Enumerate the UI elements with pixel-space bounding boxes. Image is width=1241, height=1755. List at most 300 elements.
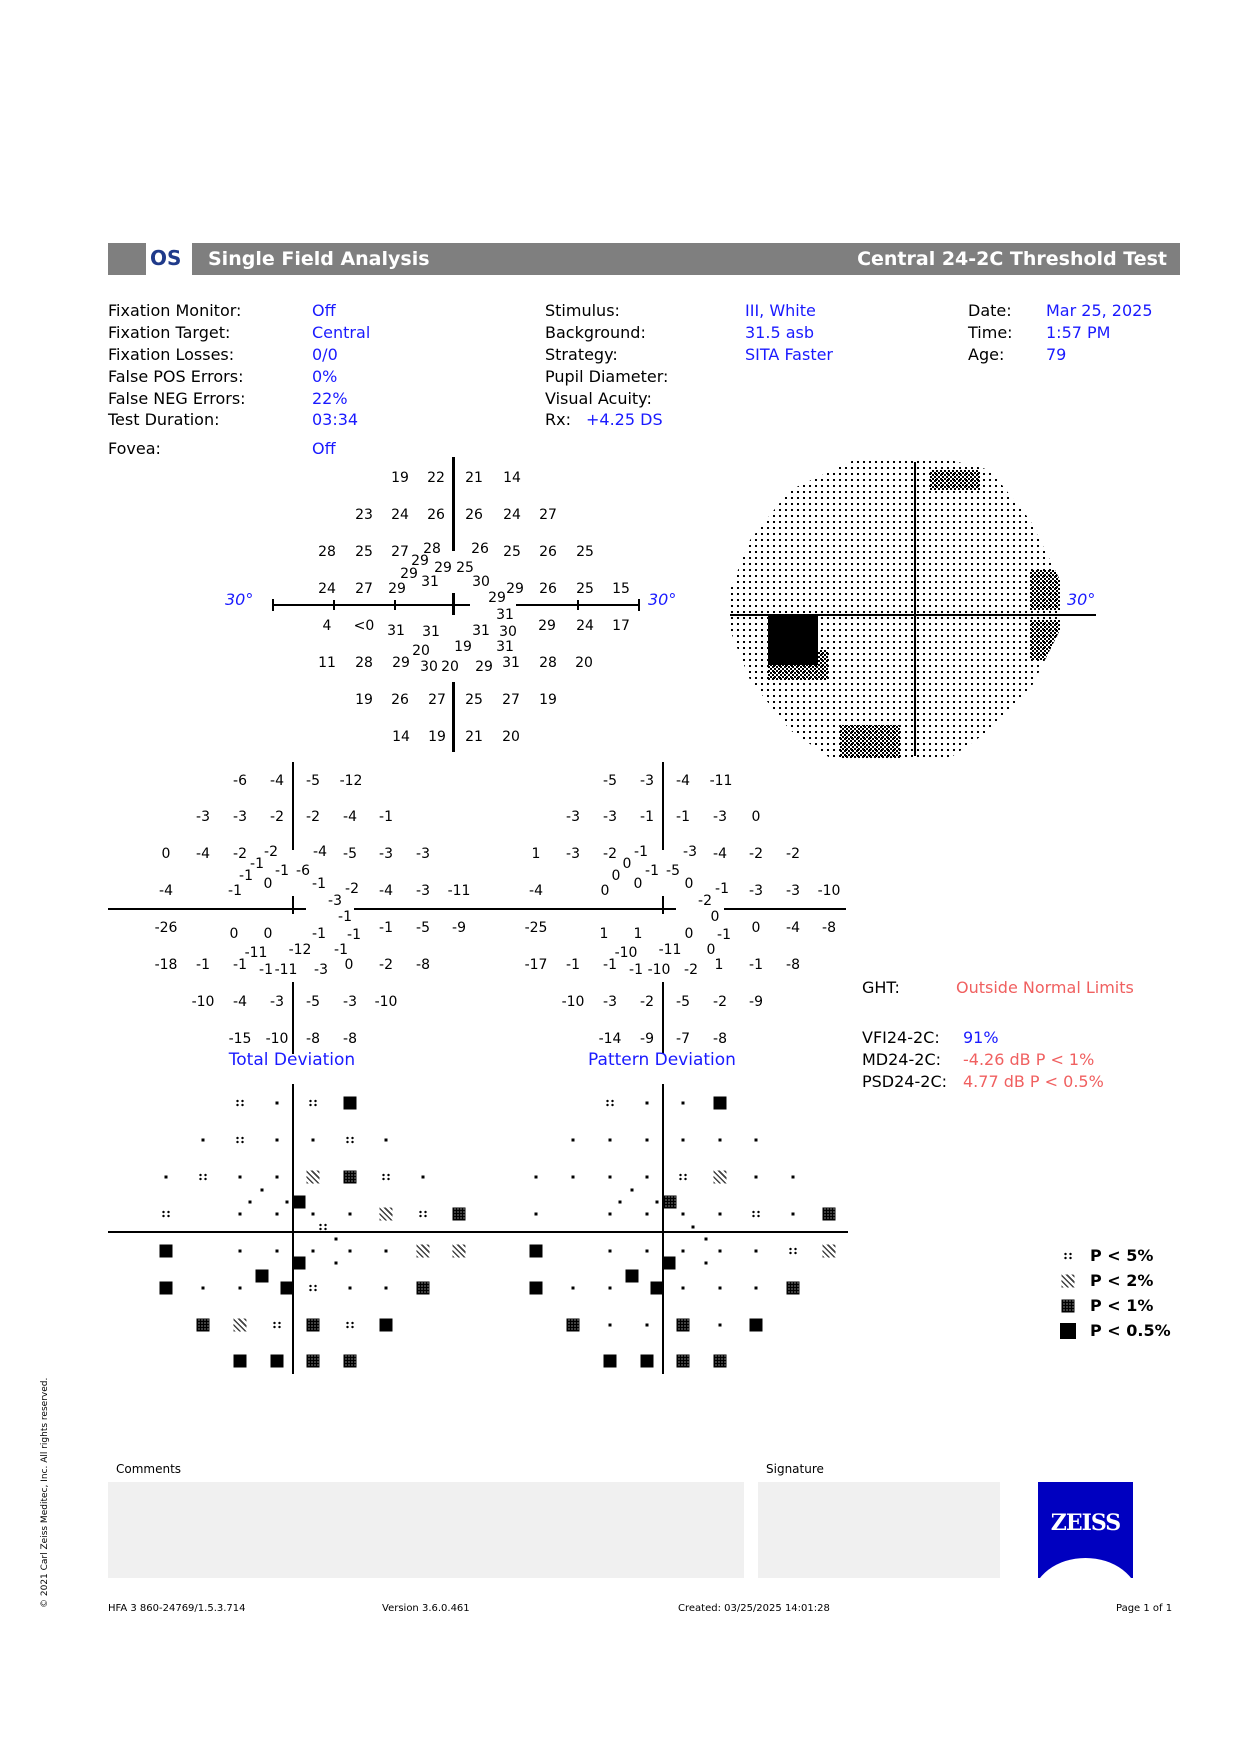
dot-symbol-icon bbox=[249, 1201, 252, 1204]
pattern-deviation-value: 0 bbox=[622, 856, 632, 872]
dot-symbol-icon bbox=[261, 1189, 264, 1192]
p2-symbol-icon bbox=[453, 1245, 466, 1258]
total-deviation-value: -3 bbox=[233, 809, 247, 825]
dot-symbol-icon bbox=[609, 1287, 612, 1290]
pattern-deviation-value: -3 bbox=[683, 844, 697, 860]
pattern-deviation-value: 1 bbox=[599, 926, 609, 942]
total-deviation-value: 0 bbox=[263, 926, 273, 942]
pdp-horizontal-axis bbox=[478, 1231, 848, 1233]
total-deviation-value: -1 bbox=[338, 909, 352, 925]
total-deviation-value: -15 bbox=[228, 1031, 252, 1047]
dot-symbol-icon bbox=[572, 1287, 575, 1290]
threshold-value: 29 bbox=[475, 659, 493, 675]
axis-label-right: 30° bbox=[648, 590, 677, 609]
p2-symbol-icon bbox=[380, 1208, 393, 1221]
pattern-deviation-value: -1 bbox=[749, 957, 763, 973]
p5-symbol-icon bbox=[1060, 1248, 1076, 1264]
p5-symbol-icon bbox=[308, 1099, 318, 1107]
dot-symbol-icon bbox=[682, 1102, 685, 1105]
pattern-deviation-value: -10 bbox=[614, 945, 638, 961]
legend-label: P < 0.5% bbox=[1090, 1321, 1171, 1340]
p1-symbol-icon bbox=[823, 1208, 836, 1221]
total-deviation-value: -2 bbox=[379, 957, 393, 973]
threshold-value: 26 bbox=[539, 581, 557, 597]
total-deviation-value: -10 bbox=[265, 1031, 289, 1047]
pd-vertical-axis-top bbox=[662, 762, 664, 850]
signature-box[interactable] bbox=[758, 1482, 1000, 1578]
dot-symbol-icon bbox=[165, 1176, 168, 1179]
fovea-label: Fovea: bbox=[108, 439, 161, 458]
dot-symbol-icon bbox=[609, 1176, 612, 1179]
threshold-value: 24 bbox=[503, 507, 521, 523]
axis-tick bbox=[394, 600, 396, 610]
total-deviation-value: -1 bbox=[233, 957, 247, 973]
total-deviation-value: 0 bbox=[263, 876, 273, 892]
pattern-deviation-value: -1 bbox=[640, 809, 654, 825]
threshold-value: 19 bbox=[391, 470, 409, 486]
total-deviation-value: -1 bbox=[239, 868, 253, 884]
threshold-value: 24 bbox=[391, 507, 409, 523]
threshold-value: <0 bbox=[353, 618, 375, 634]
p5-symbol-icon bbox=[345, 1321, 355, 1329]
dot-symbol-icon bbox=[682, 1213, 685, 1216]
p05-symbol-icon bbox=[271, 1355, 284, 1368]
p05-symbol-icon bbox=[293, 1257, 306, 1270]
total-deviation-value: -3 bbox=[328, 893, 342, 909]
pattern-deviation-value: -8 bbox=[786, 957, 800, 973]
p2-symbol-icon bbox=[1060, 1273, 1076, 1289]
axis-tick bbox=[577, 600, 579, 610]
dot-symbol-icon bbox=[239, 1287, 242, 1290]
p05-symbol-icon bbox=[530, 1282, 543, 1295]
total-deviation-value: -3 bbox=[416, 846, 430, 862]
dot-symbol-icon bbox=[422, 1176, 425, 1179]
p05-symbol-icon bbox=[380, 1319, 393, 1332]
p5-symbol-icon bbox=[788, 1247, 798, 1255]
threshold-value: 29 bbox=[538, 618, 556, 634]
threshold-value: 25 bbox=[456, 560, 474, 576]
software-version: Version 3.6.0.461 bbox=[382, 1603, 470, 1614]
p05-symbol-icon bbox=[714, 1097, 727, 1110]
rx-label: Rx: bbox=[545, 410, 571, 429]
p05-symbol-icon bbox=[604, 1355, 617, 1368]
threshold-value: 14 bbox=[392, 729, 410, 745]
pattern-deviation-value: -7 bbox=[676, 1031, 690, 1047]
grayscale-map bbox=[730, 460, 1096, 758]
pattern-deviation-value: -4 bbox=[529, 883, 543, 899]
dot-symbol-icon bbox=[276, 1176, 279, 1179]
total-deviation-value: -5 bbox=[416, 920, 430, 936]
dot-symbol-icon bbox=[572, 1176, 575, 1179]
pattern-deviation-title: Pattern Deviation bbox=[588, 1050, 736, 1070]
axis-tick bbox=[333, 600, 335, 610]
p5-symbol-icon bbox=[161, 1210, 171, 1218]
p1-symbol-icon bbox=[714, 1355, 727, 1368]
dot-symbol-icon bbox=[335, 1238, 338, 1241]
p05-symbol-icon bbox=[651, 1282, 664, 1295]
total-deviation-value: -1 bbox=[312, 926, 326, 942]
pattern-deviation-value: -2 bbox=[786, 846, 800, 862]
legend-item-p5 bbox=[1060, 1246, 1153, 1265]
total-deviation-value: -1 bbox=[379, 809, 393, 825]
total-deviation-value: -9 bbox=[452, 920, 466, 936]
p05-symbol-icon bbox=[281, 1282, 294, 1295]
p5-symbol-icon bbox=[381, 1173, 391, 1181]
pattern-deviation-value: -10 bbox=[647, 962, 671, 978]
pd-center-tick bbox=[662, 896, 664, 914]
pattern-deviation-value: 0 bbox=[684, 876, 694, 892]
legend-item-p1 bbox=[1060, 1296, 1153, 1315]
pattern-deviation-value: -2 bbox=[698, 893, 712, 909]
dot-symbol-icon bbox=[719, 1324, 722, 1327]
total-deviation-value: -4 bbox=[270, 773, 284, 789]
pd-horizontal-axis-left bbox=[478, 908, 676, 910]
pattern-deviation-value: -1 bbox=[717, 927, 731, 943]
threshold-value: 25 bbox=[355, 544, 373, 560]
total-deviation-value: -8 bbox=[416, 957, 430, 973]
threshold-value: 27 bbox=[391, 544, 409, 560]
pattern-deviation-value: -2 bbox=[713, 994, 727, 1010]
pattern-deviation-value: -4 bbox=[786, 920, 800, 936]
threshold-value: 17 bbox=[612, 618, 630, 634]
dot-symbol-icon bbox=[646, 1324, 649, 1327]
p05-symbol-icon bbox=[626, 1270, 639, 1283]
threshold-value: 26 bbox=[465, 507, 483, 523]
strategy-label: Strategy: bbox=[545, 345, 618, 364]
threshold-vertical-axis-bottom bbox=[452, 682, 455, 752]
pattern-deviation-value: -25 bbox=[524, 920, 548, 936]
dot-symbol-icon bbox=[312, 1250, 315, 1253]
threshold-value: 19 bbox=[428, 729, 446, 745]
pattern-deviation-value: -1 bbox=[634, 844, 648, 860]
p05-symbol-icon bbox=[160, 1245, 173, 1258]
total-deviation-value: -4 bbox=[313, 844, 327, 860]
zeiss-logo-arc bbox=[1038, 1558, 1133, 1578]
total-deviation-value: -1 bbox=[312, 876, 326, 892]
threshold-value: 15 bbox=[612, 581, 630, 597]
dot-symbol-icon bbox=[335, 1262, 338, 1265]
dot-symbol-icon bbox=[792, 1213, 795, 1216]
signature-label: Signature bbox=[766, 1462, 824, 1476]
td-center-tick bbox=[292, 896, 294, 914]
total-deviation-value: -12 bbox=[288, 942, 312, 958]
threshold-value: 20 bbox=[502, 729, 520, 745]
background-value: 31.5 asb bbox=[745, 323, 815, 342]
pattern-deviation-value: 1 bbox=[633, 926, 643, 942]
threshold-value: 29 bbox=[506, 581, 524, 597]
p5-symbol-icon bbox=[235, 1136, 245, 1144]
comments-box[interactable] bbox=[108, 1482, 744, 1578]
dot-symbol-icon bbox=[656, 1201, 659, 1204]
p05-symbol-icon bbox=[750, 1319, 763, 1332]
dot-symbol-icon bbox=[312, 1213, 315, 1216]
dot-symbol-icon bbox=[385, 1250, 388, 1253]
threshold-value: 29 bbox=[388, 581, 406, 597]
total-deviation-value: -1 bbox=[250, 856, 264, 872]
time-label: Time: bbox=[968, 323, 1013, 342]
pattern-deviation-value: -1 bbox=[629, 962, 643, 978]
total-deviation-value: -3 bbox=[343, 994, 357, 1010]
dot-symbol-icon bbox=[755, 1287, 758, 1290]
dot-symbol-icon bbox=[755, 1139, 758, 1142]
dot-symbol-icon bbox=[276, 1139, 279, 1142]
total-deviation-value: -1 bbox=[347, 927, 361, 943]
p05-symbol-icon bbox=[234, 1355, 247, 1368]
p5-symbol-icon bbox=[751, 1210, 761, 1218]
dot-symbol-icon bbox=[349, 1287, 352, 1290]
pattern-deviation-value: 0 bbox=[600, 883, 610, 899]
total-deviation-value: -11 bbox=[274, 962, 298, 978]
dot-symbol-icon bbox=[719, 1250, 722, 1253]
p5-symbol-icon bbox=[198, 1173, 208, 1181]
background-label: Background: bbox=[545, 323, 646, 342]
pattern-deviation-value: -2 bbox=[640, 994, 654, 1010]
p5-symbol-icon bbox=[308, 1284, 318, 1292]
false-neg-label: False NEG Errors: bbox=[108, 389, 246, 408]
dot-symbol-icon bbox=[755, 1250, 758, 1253]
total-deviation-value: -26 bbox=[154, 920, 178, 936]
total-deviation-value: -10 bbox=[374, 994, 398, 1010]
dot-symbol-icon bbox=[792, 1176, 795, 1179]
total-deviation-value: -1 bbox=[196, 957, 210, 973]
total-deviation-value: -2 bbox=[233, 846, 247, 862]
tdp-horizontal-axis bbox=[108, 1231, 508, 1233]
dot-symbol-icon bbox=[312, 1139, 315, 1142]
total-deviation-value: -1 bbox=[259, 962, 273, 978]
threshold-value: 30 bbox=[420, 659, 438, 675]
threshold-value: 26 bbox=[539, 544, 557, 560]
threshold-value: 27 bbox=[428, 692, 446, 708]
total-deviation-value: -5 bbox=[306, 994, 320, 1010]
pattern-deviation-value: -3 bbox=[603, 994, 617, 1010]
threshold-value: 25 bbox=[503, 544, 521, 560]
dot-symbol-icon bbox=[276, 1250, 279, 1253]
threshold-value: 14 bbox=[503, 470, 521, 486]
dot-symbol-icon bbox=[619, 1201, 622, 1204]
threshold-value: 29 bbox=[434, 560, 452, 576]
vfi-label: VFI24-2C: bbox=[862, 1028, 940, 1047]
threshold-value: 23 bbox=[355, 507, 373, 523]
pattern-deviation-value: -5 bbox=[676, 994, 690, 1010]
pattern-deviation-value: 0 bbox=[751, 809, 761, 825]
td-vertical-axis-bottom bbox=[292, 982, 294, 1054]
pattern-deviation-value: -8 bbox=[713, 1031, 727, 1047]
age-value: 79 bbox=[1046, 345, 1067, 364]
pattern-deviation-value: -10 bbox=[561, 994, 585, 1010]
total-deviation-value: -4 bbox=[379, 883, 393, 899]
threshold-value: 28 bbox=[355, 655, 373, 671]
total-deviation-value: 0 bbox=[229, 926, 239, 942]
pattern-deviation-value: -3 bbox=[566, 809, 580, 825]
pattern-deviation-value: -11 bbox=[658, 942, 682, 958]
threshold-value: 24 bbox=[576, 618, 594, 634]
pupil-diameter-label: Pupil Diameter: bbox=[545, 367, 669, 386]
false-pos-value: 0% bbox=[312, 367, 338, 386]
p05-symbol-icon bbox=[160, 1282, 173, 1295]
pattern-deviation-value: -1 bbox=[566, 957, 580, 973]
dot-symbol-icon bbox=[692, 1226, 695, 1229]
p1-symbol-icon bbox=[677, 1319, 690, 1332]
dot-symbol-icon bbox=[646, 1139, 649, 1142]
age-label: Age: bbox=[968, 345, 1005, 364]
dot-symbol-icon bbox=[755, 1176, 758, 1179]
pattern-deviation-value: 1 bbox=[714, 957, 724, 973]
pattern-deviation-value: -1 bbox=[603, 957, 617, 973]
threshold-value: 25 bbox=[576, 544, 594, 560]
threshold-value: 24 bbox=[318, 581, 336, 597]
pattern-deviation-value: -3 bbox=[713, 809, 727, 825]
p1-symbol-icon bbox=[1060, 1298, 1076, 1314]
dot-symbol-icon bbox=[239, 1250, 242, 1253]
date-value: Mar 25, 2025 bbox=[1046, 301, 1153, 320]
fixation-monitor-value: Off bbox=[312, 301, 336, 320]
axis-label-left: 30° bbox=[225, 590, 254, 609]
created-timestamp: Created: 03/25/2025 14:01:28 bbox=[678, 1603, 830, 1614]
fixation-losses-label: Fixation Losses: bbox=[108, 345, 235, 364]
dot-symbol-icon bbox=[646, 1176, 649, 1179]
fixation-target-label: Fixation Target: bbox=[108, 323, 231, 342]
dot-symbol-icon bbox=[705, 1238, 708, 1241]
p2-symbol-icon bbox=[307, 1171, 320, 1184]
false-pos-label: False POS Errors: bbox=[108, 367, 244, 386]
pd-vertical-axis-bottom bbox=[662, 982, 664, 1054]
total-deviation-value: -2 bbox=[345, 881, 359, 897]
ght-value: Outside Normal Limits bbox=[956, 978, 1134, 997]
zeiss-logo bbox=[1038, 1482, 1133, 1578]
dot-symbol-icon bbox=[631, 1189, 634, 1192]
p2-symbol-icon bbox=[823, 1245, 836, 1258]
pattern-deviation-value: -1 bbox=[715, 881, 729, 897]
p1-symbol-icon bbox=[344, 1355, 357, 1368]
test-name: Central 24-2C Threshold Test bbox=[857, 248, 1167, 270]
dot-symbol-icon bbox=[719, 1213, 722, 1216]
p1-symbol-icon bbox=[307, 1319, 320, 1332]
threshold-value: 28 bbox=[539, 655, 557, 671]
dot-symbol-icon bbox=[239, 1213, 242, 1216]
pattern-deviation-value: -9 bbox=[749, 994, 763, 1010]
stimulus-value: III, White bbox=[745, 301, 816, 320]
pattern-deviation-value: 0 bbox=[710, 909, 720, 925]
total-deviation-value: -5 bbox=[306, 773, 320, 789]
threshold-value: 31 bbox=[496, 639, 514, 655]
pattern-deviation-value: -2 bbox=[603, 846, 617, 862]
pattern-deviation-value: -10 bbox=[817, 883, 841, 899]
threshold-value: 20 bbox=[575, 655, 593, 671]
pattern-deviation-value: -4 bbox=[713, 846, 727, 862]
pattern-deviation-value: 1 bbox=[531, 846, 541, 862]
dot-symbol-icon bbox=[609, 1213, 612, 1216]
pattern-deviation-value: 0 bbox=[751, 920, 761, 936]
copyright-notice: © 2021 Carl Zeiss Meditec, Inc. All rights reserved. bbox=[40, 1377, 50, 1608]
fixation-monitor-label: Fixation Monitor: bbox=[108, 301, 242, 320]
p1-symbol-icon bbox=[787, 1282, 800, 1295]
device-serial: HFA 3 860-24769/1.5.3.714 bbox=[108, 1603, 246, 1614]
pattern-deviation-value: -5 bbox=[666, 863, 680, 879]
test-duration-label: Test Duration: bbox=[108, 410, 220, 429]
threshold-value: 31 bbox=[422, 624, 440, 640]
p5-symbol-icon bbox=[678, 1173, 688, 1181]
total-deviation-value: -2 bbox=[306, 809, 320, 825]
psd-value: 4.77 dB P < 0.5% bbox=[963, 1072, 1104, 1091]
threshold-value: 21 bbox=[465, 729, 483, 745]
dot-symbol-icon bbox=[385, 1287, 388, 1290]
pattern-deviation-value: -17 bbox=[524, 957, 548, 973]
threshold-value: 28 bbox=[423, 541, 441, 557]
dot-symbol-icon bbox=[349, 1250, 352, 1253]
threshold-value: 29 bbox=[400, 566, 418, 582]
threshold-value: 30 bbox=[472, 574, 490, 590]
total-deviation-value: -2 bbox=[264, 844, 278, 860]
dot-symbol-icon bbox=[646, 1102, 649, 1105]
total-deviation-value: -8 bbox=[306, 1031, 320, 1047]
axis-tick bbox=[638, 599, 640, 611]
pattern-deviation-value: -3 bbox=[566, 846, 580, 862]
dot-symbol-icon bbox=[609, 1139, 612, 1142]
threshold-vertical-axis-top bbox=[452, 457, 455, 551]
total-deviation-value: -3 bbox=[379, 846, 393, 862]
pattern-deviation-value: -2 bbox=[684, 962, 698, 978]
p05-symbol-icon bbox=[344, 1097, 357, 1110]
psd-label: PSD24-2C: bbox=[862, 1072, 947, 1091]
p1-symbol-icon bbox=[417, 1282, 430, 1295]
threshold-value: 27 bbox=[355, 581, 373, 597]
total-deviation-value: -4 bbox=[159, 883, 173, 899]
threshold-value: 20 bbox=[441, 659, 459, 675]
total-deviation-value: -4 bbox=[343, 809, 357, 825]
tdp-vertical-axis bbox=[292, 1084, 294, 1374]
total-deviation-title: Total Deviation bbox=[228, 1050, 356, 1070]
eye-label: OS bbox=[150, 246, 182, 270]
total-deviation-value: -3 bbox=[314, 962, 328, 978]
axis-tick bbox=[272, 599, 274, 611]
pattern-deviation-value: 0 bbox=[706, 942, 716, 958]
threshold-value: 19 bbox=[454, 639, 472, 655]
threshold-value: 4 bbox=[322, 618, 332, 634]
legend-item-p05 bbox=[1060, 1321, 1171, 1340]
pattern-deviation-value: -9 bbox=[640, 1031, 654, 1047]
dot-symbol-icon bbox=[276, 1213, 279, 1216]
total-deviation-value: -8 bbox=[343, 1031, 357, 1047]
p2-symbol-icon bbox=[417, 1245, 430, 1258]
p2-symbol-icon bbox=[714, 1171, 727, 1184]
strategy-value: SITA Faster bbox=[745, 345, 834, 364]
p05-symbol-icon bbox=[256, 1270, 269, 1283]
total-deviation-value: -4 bbox=[196, 846, 210, 862]
total-deviation-value: -18 bbox=[154, 957, 178, 973]
pattern-deviation-value: 0 bbox=[633, 876, 643, 892]
pattern-deviation-value: -2 bbox=[749, 846, 763, 862]
dot-symbol-icon bbox=[385, 1139, 388, 1142]
total-deviation-value: -11 bbox=[447, 883, 471, 899]
zeiss-logo-text: ZEISS bbox=[1050, 1510, 1121, 1536]
pattern-deviation-value: 0 bbox=[611, 868, 621, 884]
p1-symbol-icon bbox=[453, 1208, 466, 1221]
total-deviation-value: -3 bbox=[416, 883, 430, 899]
vfi-value: 91% bbox=[963, 1028, 999, 1047]
date-label: Date: bbox=[968, 301, 1012, 320]
pdp-vertical-axis bbox=[662, 1084, 664, 1374]
dot-symbol-icon bbox=[682, 1139, 685, 1142]
threshold-value: 25 bbox=[465, 692, 483, 708]
dot-symbol-icon bbox=[609, 1250, 612, 1253]
legend-label: P < 5% bbox=[1090, 1246, 1154, 1265]
pattern-deviation-value: -3 bbox=[786, 883, 800, 899]
p1-symbol-icon bbox=[197, 1319, 210, 1332]
ght-label: GHT: bbox=[862, 978, 900, 997]
threshold-value: 27 bbox=[502, 692, 520, 708]
total-deviation-value: -12 bbox=[339, 773, 363, 789]
total-deviation-value: -1 bbox=[228, 883, 242, 899]
